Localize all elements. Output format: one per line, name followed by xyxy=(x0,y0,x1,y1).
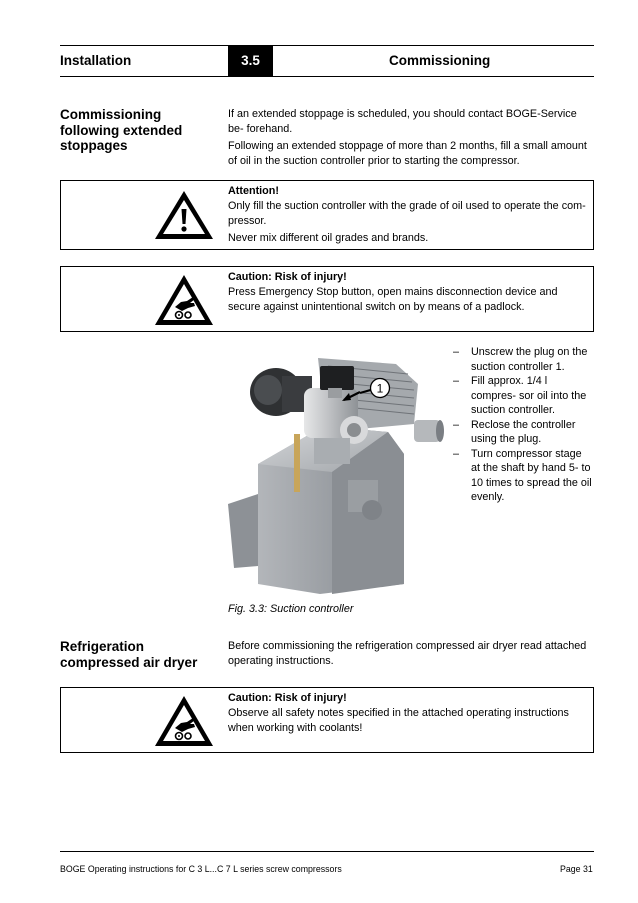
step-text: Turn compressor stage at the shaft by hand 5- to 10 times to spread the oil evenly. xyxy=(471,447,592,503)
hand-in-gears-warning-icon xyxy=(153,273,215,327)
header-section-title: Installation xyxy=(60,53,132,68)
caution-box xyxy=(60,266,594,332)
figure-callout-number: 1 xyxy=(376,381,384,396)
bullet-marker: – xyxy=(453,375,460,387)
warning-triangle-icon xyxy=(153,189,215,241)
step-text: Reclose the controller using the plug. xyxy=(471,418,576,445)
extended-stoppage-text xyxy=(228,107,594,171)
header-chapter-title: Commissioning xyxy=(389,53,491,68)
caution-text xyxy=(228,270,588,315)
side-title-extended-stoppages: Commissioning following extended stoppages xyxy=(60,107,183,153)
attention-text xyxy=(228,184,588,246)
list-item xyxy=(453,374,593,418)
caution-line: Press Emergency Stop button, open mains disconnection device and secure against unintentional switch on by means of a padlock. xyxy=(228,286,558,313)
bullet-marker: – xyxy=(453,447,460,460)
step-text: Unscrew the plug on the suction controller 1. xyxy=(471,346,588,373)
page-number: Page 31 xyxy=(560,864,593,874)
step-text: Fill approx. 1/4 l compres- sor oil into the suction controller. xyxy=(471,375,587,416)
caution-title: Caution: Risk of injury! xyxy=(228,271,347,283)
header-bottom-rule xyxy=(60,76,594,77)
attention-box xyxy=(60,180,594,250)
footer-document-title: BOGE Operating instructions for C 3 L...C 7 L series screw compressors xyxy=(60,864,342,874)
figure-caption: Fig. 3.3: Suction controller xyxy=(228,603,354,615)
footer-rule xyxy=(60,851,594,852)
header-top-rule xyxy=(60,45,594,46)
attention-title: Attention! xyxy=(228,185,279,197)
bullet-marker: – xyxy=(453,346,460,358)
instruction-steps xyxy=(453,345,593,505)
caution-box xyxy=(60,687,594,753)
dryer-text xyxy=(228,639,594,671)
attention-line: Never mix different oil grades and brands. xyxy=(228,232,429,244)
suction-controller-figure xyxy=(228,344,446,596)
list-item xyxy=(453,345,593,374)
list-item xyxy=(453,418,593,447)
header-section-number: 3.5 xyxy=(228,45,273,76)
caution-line: Observe all safety notes specified in the attached operating instructions when working with coolants! xyxy=(228,707,569,734)
list-item xyxy=(453,447,593,505)
paragraph: Following an extended stoppage of more than 2 months, fill a small amount of oil in the suction controller prior to starting the compressor. xyxy=(228,140,587,167)
side-title-refrigeration-dryer: Refrigeration compressed air dryer xyxy=(60,639,198,670)
paragraph: If an extended stoppage is scheduled, you should contact BOGE-Service be- forehand. xyxy=(228,108,577,135)
bullet-marker: – xyxy=(453,418,460,431)
paragraph: Before commissioning the refrigeration compressed air dryer read attached operating instructions. xyxy=(228,640,587,667)
caution-title: Caution: Risk of injury! xyxy=(228,692,347,704)
attention-line: Only fill the suction controller with the grade of oil used to operate the com- pressor. xyxy=(228,200,586,227)
caution-text xyxy=(228,691,588,736)
hand-in-gears-warning-icon xyxy=(153,694,215,748)
